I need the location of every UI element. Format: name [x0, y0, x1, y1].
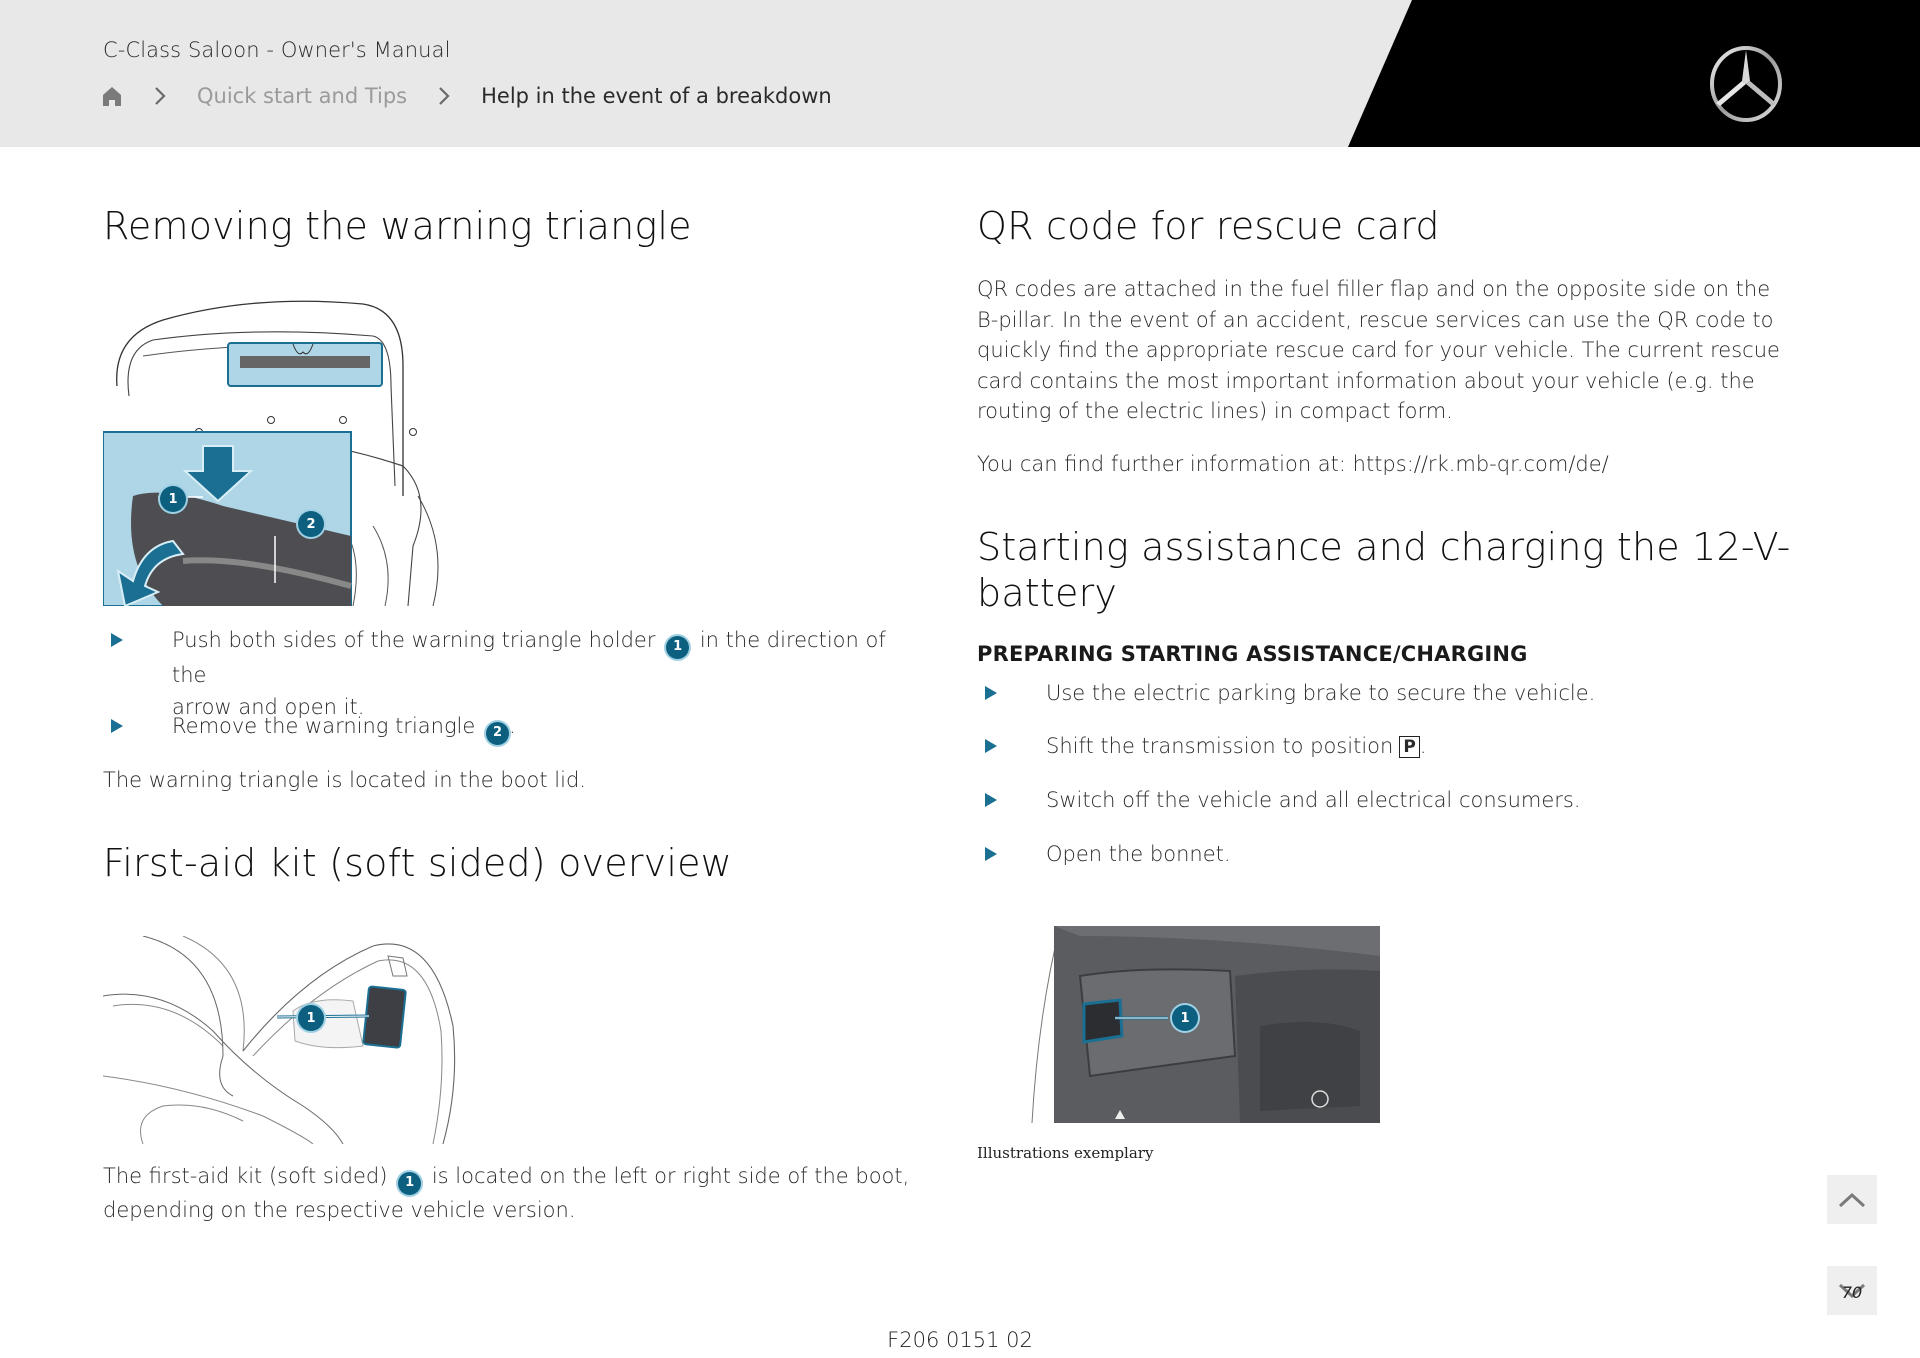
callout-badge-1: 1	[398, 1172, 421, 1195]
section-title-warning-triangle: Removing the warning triangle	[103, 204, 692, 248]
warning-triangle-illustration	[103, 296, 508, 606]
engine-bay-illustration	[1020, 916, 1380, 1123]
chevron-up-icon	[1837, 1190, 1867, 1210]
step-item: Switch off the vehicle and all electrical consumers.	[985, 784, 1581, 816]
section-title-starting-assistance: Starting assistance and charging the 12-V- battery	[977, 525, 1791, 615]
document-title: C-Class Saloon - Owner's Manual	[103, 38, 451, 62]
breadcrumb-current-page: Help in the event of a breakdown	[481, 84, 832, 108]
park-position-key: P	[1399, 736, 1419, 758]
bullet-arrow-icon	[985, 686, 997, 700]
chevron-right-icon	[437, 85, 451, 107]
step-item: Push both sides of the warning triangle holder 1 in the direction of the arrow and open it.	[111, 624, 911, 723]
bullet-arrow-icon	[985, 739, 997, 753]
callout-badge-1: 1	[298, 1005, 324, 1031]
first-aid-kit-illustration	[103, 936, 459, 1144]
scroll-up-button[interactable]	[1827, 1175, 1877, 1224]
header-brand-panel	[0, 0, 1920, 147]
bullet-arrow-icon	[985, 847, 997, 861]
bullet-arrow-icon	[985, 793, 997, 807]
section-title-first-aid: First-aid kit (soft sided) overview	[103, 841, 732, 885]
note-text: The warning triangle is located in the boot lid.	[103, 768, 586, 792]
qr-code-paragraph: QR codes are attached in the fuel filler flap and on the opposite side on the B-pillar. In the event of an accident, rescue services can use the QR code to quickly find the appropriate rescue card for your vehicle. The current rescue card contains the most important information about your vehicle (e.g. the routing of the electric lines) in compact form.	[977, 277, 1780, 424]
step-item: Shift the transmission to position P .	[985, 730, 1426, 762]
page-number: 70	[1841, 1283, 1863, 1302]
subheading-preparing: PREPARING STARTING ASSISTANCE/CHARGING	[977, 642, 1528, 666]
breadcrumb-quick-start[interactable]: Quick start and Tips	[197, 84, 408, 108]
callout-badge-2: 2	[298, 511, 324, 537]
bullet-arrow-icon	[111, 719, 123, 733]
step-item: Remove the warning triangle 2 .	[111, 710, 911, 745]
page-header	[0, 0, 1920, 147]
document-code: F206 0151 02	[887, 1328, 1033, 1352]
section-title-qr-code: QR code for rescue card	[977, 204, 1440, 248]
first-aid-description: The first-aid kit (soft sided) 1 is located on the left or right side of the boot, depending on the respective vehicle version.	[103, 1164, 910, 1222]
step-item: Use the electric parking brake to secure the vehicle.	[985, 677, 1595, 709]
breadcrumb	[101, 82, 832, 110]
home-icon[interactable]	[101, 85, 123, 107]
step-item: Open the bonnet.	[985, 838, 1231, 870]
illustration-caption: Illustrations exemplary	[977, 1144, 1154, 1162]
bullet-arrow-icon	[111, 633, 123, 647]
chevron-right-icon	[153, 85, 167, 107]
rescue-card-link[interactable]: You can find further information at: https://rk.mb-qr.com/de/	[977, 452, 1609, 476]
callout-badge-1: 1	[666, 636, 689, 659]
callout-badge-2: 2	[486, 722, 509, 745]
callout-badge-1: 1	[1172, 1005, 1198, 1031]
callout-badge-1: 1	[160, 486, 186, 512]
mercedes-star-icon[interactable]	[1708, 46, 1784, 122]
